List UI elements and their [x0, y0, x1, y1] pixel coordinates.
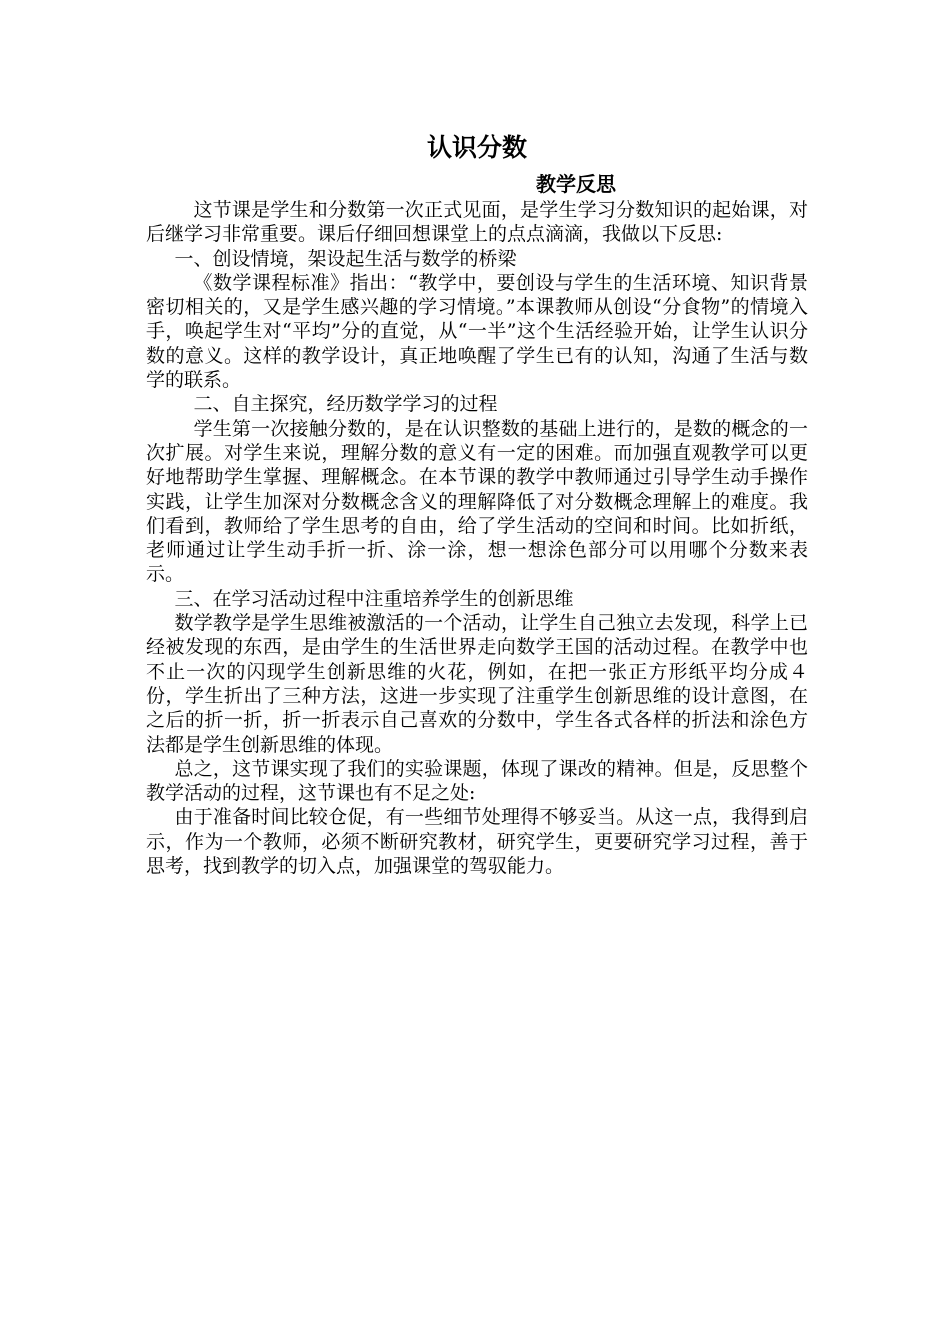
document-body [146, 198, 808, 878]
section-1-paragraph: 《数学课程标准》指出：“教学中，要创设与学生的生活环境、知识背景密切相关的，又是学生感兴趣的学习情境。”本课教师从创设“分食物”的情境入手，唤起学生对“平均”分的直觉，从“一半”这个生活经验开始，让学生认识分数的意义。这样的教学设计，真正地唤醒了学生已有的认知，沟通了生活与数学的联系。 [146, 271, 808, 392]
document-page [146, 130, 808, 878]
section-2-paragraph: 学生第一次接触分数的，是在认识整数的基础上进行的，是数的概念的一次扩展。对学生来说，理解分数的意义有一定的困难。而加强直观教学可以更好地帮助学生掌握、理解概念。在本节课的教学中教师通过引导学生动手操作实践，让学生加深对分数概念含义的理解降低了对分数概念理解上的难度。我们看到，教师给了学生思考的自由，给了学生活动的空间和时间。比如折纸，老师通过让学生动手折一折、涂一涂，想一想涂色部分可以用哪个分数来表示。 [146, 417, 808, 586]
section-3-paragraph: 数学教学是学生思维被激活的一个活动，让学生自己独立去发现，科学上已经被发现的东西，是由学生的生活世界走向数学王国的活动过程。在教学中也不止一次的闪现学生创新思维的火花，例如，在把一张正方形纸平均分成４份，学生折出了三种方法，这进一步实现了注重学生创新思维的设计意图，在之后的折一折，折一折表示自己喜欢的分数中，学生各式各样的折法和涂色方法都是学生创新思维的体现。 [146, 612, 808, 756]
summary-paragraph: 总之，这节课实现了我们的实验课题，体现了课改的精神。但是，反思整个教学活动的过程，这节课也有不足之处: [146, 757, 808, 805]
intro-paragraph: 这节课是学生和分数第一次正式见面，是学生学习分数知识的起始课，对后继学习非常重要。课后仔细回想课堂上的点点滴滴，我做以下反思: [146, 199, 808, 246]
section-heading-3: 三、在学习活动过程中注重培养学生的创新思维 [174, 587, 574, 610]
closing-paragraph: 由于准备时间比较仓促，有一些细节处理得不够妥当。从这一点，我得到启示，作为一个教师，必须不断研究教材，研究学生，更要研究学习过程，善于思考，找到教学的切入点，加强课堂的驾驭能力。 [146, 806, 808, 878]
section-heading-2: 二、自主探究，经历数学学习的过程 [193, 393, 498, 416]
document-title: 认识分数 [426, 133, 527, 162]
section-heading-1: 一、创设情境，架设起生活与数学的桥梁 [174, 247, 517, 270]
document-subtitle: 教学反思 [536, 172, 616, 196]
